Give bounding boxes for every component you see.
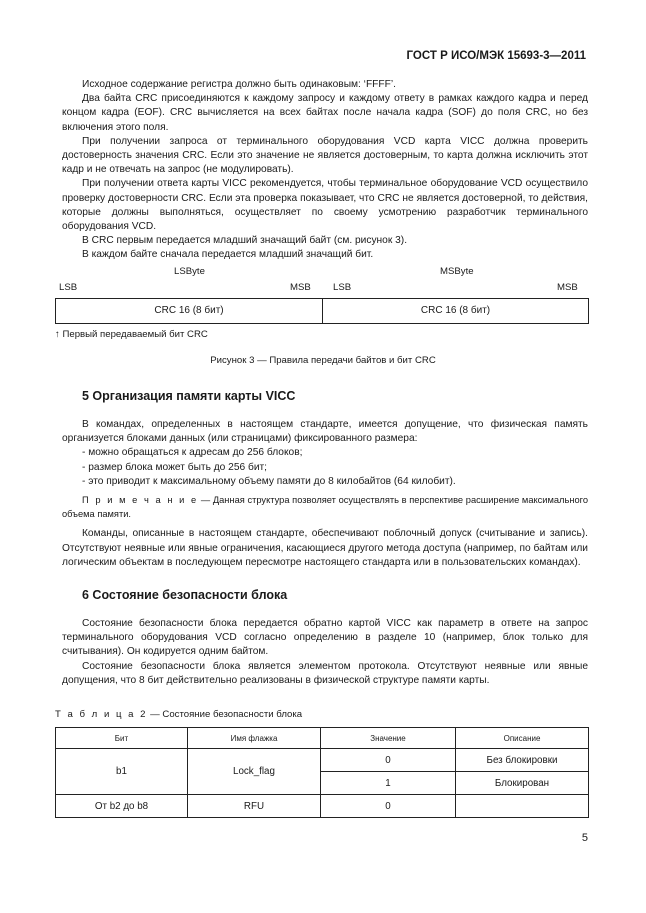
list-item: - это приводит к максимальному объему памяти до 8 килобайтов (64 килобит). [82, 475, 456, 487]
lsbyte-label: LSByte [174, 266, 205, 277]
paragraph: В каждом байте сначала передается младший значащий бит. [82, 249, 374, 261]
cell-description: Без блокировки [456, 749, 589, 772]
crc-byte-diagram [55, 298, 589, 324]
section-6-heading: 6 Состояние безопасности блока [82, 588, 288, 602]
paragraph: Команды, описанные в настоящем стандарте, обеспечивают поблочный допуск (считывание и запись). Отсутствуют неявные или явные ограничения, касающиеся другого метода доступа (например, по байтам или логическим объектам в последующем пересмотре настоящего стандарта или в пользовательских командах). [62, 528, 588, 568]
paragraph: При получении запроса от терминального оборудования VCD карта VICC должна проверить достоверность значения CRC. Если это значение не является достоверным, то карта должна исключить этот кадр и не отвечать на запрос (не модулировать). [62, 135, 588, 176]
cell-bit: b1 [56, 749, 188, 795]
header-bit: Бит [56, 728, 188, 749]
msbyte-label: MSByte [440, 266, 474, 277]
msb-right-label: MSB [557, 282, 578, 293]
msb-left-label: MSB [290, 282, 311, 293]
paragraph: Два байта CRC присоединяются к каждому запросу и каждому ответу в рамках каждого кадра и перед концом кадра (EOF). CRC вычисляется на всех байтах после начала кадра (SOF) до поля CRC, но без включения этого поля. [62, 93, 588, 133]
table-caption-text: — Состояние безопасности блока [147, 709, 303, 720]
page-number: 5 [581, 832, 588, 844]
lsb-right-label: LSB [333, 282, 352, 293]
note-label: П р и м е ч а н и е [82, 495, 199, 506]
table-row [56, 749, 589, 772]
cell-description: Блокирован [456, 772, 589, 795]
header-flag: Имя флажка [188, 728, 321, 749]
header-description: Описание [456, 728, 589, 749]
intro-text-block [62, 78, 588, 263]
paragraph: В CRC первым передается младший значащий байт (см. рисунок 3). [82, 235, 408, 247]
paragraph: При получении ответа карты VICC рекомендуется, чтобы терминальное оборудование VCD осуществило проверку достоверности CRC. Если эта проверка показывает, что CRC не является достоверной, то действия, которые должны выполняться, осуществляет по своему усмотрению разработчик терминального оборудования VCD. [62, 178, 588, 233]
lsb-left-label: LSB [59, 282, 78, 293]
cell-value: 0 [321, 749, 456, 772]
cell-bit: От b2 до b8 [56, 795, 188, 818]
crc-cell-lsbyte: CRC 16 (8 бит) [154, 305, 224, 316]
cell-value: 1 [321, 772, 456, 795]
section-5-body [62, 418, 588, 570]
cell-flag: RFU [188, 795, 321, 818]
note-text: — Данная структура позволяет осуществлять в перспективе расширение максимального объема памяти. [62, 495, 588, 520]
table-caption [55, 709, 302, 720]
table-caption-label: Т а б л и ц а 2 [55, 709, 148, 720]
security-status-table [55, 727, 589, 818]
first-bit-note: ↑ Первый передаваемый бит CRC [55, 329, 208, 340]
header-value: Значение [321, 728, 456, 749]
paragraph: Состояние безопасности блока передается обратно картой VICC как параметр в ответе на запрос терминального оборудования VCD согласно определению в разделе 10 (например, блок только для считывания). Он кодируется одним байтом. [62, 618, 588, 658]
document-code: ГОСТ Р ИСО/МЭК 15693-3—2011 [406, 50, 586, 62]
paragraph: Состояние безопасности блока является элементом протокола. Отсутствуют неявные или явные допущения, что 8 бит действительно реализованы в физической структуре памяти карты. [62, 660, 588, 686]
section-6-body [62, 617, 588, 688]
crc-cell-msbyte: CRC 16 (8 бит) [420, 305, 491, 316]
paragraph: Исходное содержание регистра должно быть одинаковым: ‘FFFF’. [82, 79, 396, 90]
cell-description [456, 795, 589, 818]
cell-flag: Lock_flag [188, 749, 321, 795]
cell-value: 0 [321, 795, 456, 818]
section-5-heading: 5 Организация памяти карты VICC [82, 389, 296, 403]
figure-caption: Рисунок 3 — Правила передачи байтов и бит CRC [210, 355, 436, 366]
paragraph: В командах, определенных в настоящем стандарте, имеется допущение, что физическая память организуется блоками данных (или страницами) фиксированного размера: [62, 419, 588, 445]
list-item: - размер блока может быть до 256 бит; [82, 461, 268, 473]
table-header-row [56, 728, 589, 749]
table-row [56, 795, 589, 818]
note-paragraph [62, 493, 588, 521]
list-item: - можно обращаться к адресам до 256 блоков; [82, 447, 303, 459]
